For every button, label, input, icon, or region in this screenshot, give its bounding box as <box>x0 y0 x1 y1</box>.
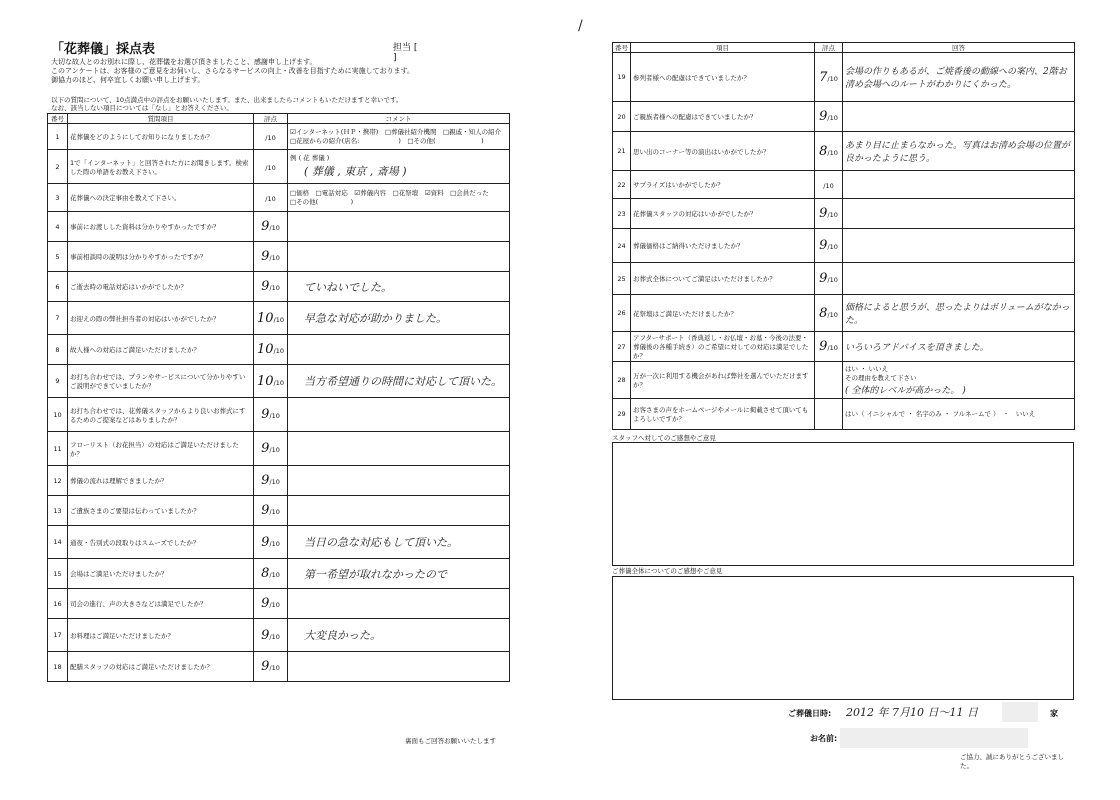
score-denominator: /10 <box>269 508 280 516</box>
question-text: 葬儀価格はご納得いただけましたか？ <box>631 229 815 263</box>
family-suffix: 家 <box>1050 709 1058 718</box>
score-value: 9 <box>261 249 270 264</box>
question-text: 1で「インターネット」と回答された方にお聞きします。検索した際の単語をお教え下さい。 <box>68 150 254 184</box>
score-cell[interactable] <box>254 432 288 466</box>
score-value: 9 <box>261 407 270 422</box>
question-text: 配膳スタッフの対応はご満足いただけましたか？ <box>68 652 254 682</box>
comment-cell[interactable] <box>288 496 510 526</box>
handwritten-comment: ていねいでした。 <box>304 280 392 294</box>
score-value: 9 <box>261 441 270 456</box>
question-text: 事前にお渡しした資料は分かりやすかったですか？ <box>68 212 254 242</box>
table-row <box>613 399 1075 430</box>
comment-cell[interactable] <box>288 365 510 398</box>
question-text: お料理はご満足いただけましたか？ <box>68 619 254 652</box>
score-denominator: /10 <box>827 344 838 352</box>
question-number: 27 <box>613 332 631 362</box>
table-row <box>48 212 510 242</box>
question-text: 事前相談時の説明は分かりやすかったですか？ <box>68 242 254 272</box>
overall-feedback-label: ご葬儀全体についてのご感想やご意見 <box>612 567 723 575</box>
table-row <box>48 652 510 682</box>
score-denominator: /10 <box>273 315 284 324</box>
score-value: 8 <box>819 143 828 159</box>
comment-cell[interactable] <box>843 132 1075 171</box>
instruction-line: 以下の質問について、10点満点中の評点をお願いいたします。また、出来ましたらコメントもいただけますと幸いです。 <box>51 96 403 104</box>
comment-cell[interactable] <box>288 302 510 335</box>
score-cell[interactable] <box>254 335 288 365</box>
question-number: 6 <box>48 272 68 302</box>
comment-cell[interactable] <box>843 362 1075 399</box>
handwritten-comment: ( 全体的レベルが高かった。 ) <box>845 385 966 396</box>
intro-line: このアンケートは、お客様のご意見をお伺いし、さらなるサービスの向上・改善を目指すために実施しております。 <box>51 67 415 75</box>
score-cell[interactable] <box>254 242 288 272</box>
score-cell[interactable] <box>815 132 843 171</box>
comment-cell[interactable] <box>288 335 510 365</box>
score-value: 9 <box>261 219 270 234</box>
question-number: 24 <box>613 229 631 263</box>
comment-cell[interactable] <box>843 53 1075 102</box>
question-text: 花葬儀への決定事由を教えて下さい。 <box>68 184 254 212</box>
question-text: お葬式全体についてご満足はいただけましたか？ <box>631 263 815 295</box>
score-cell[interactable] <box>815 199 843 229</box>
score-cell[interactable] <box>815 399 843 430</box>
form-title: 「花葬儀」採点表 <box>51 42 156 57</box>
question-number: 18 <box>48 652 68 682</box>
question-number: 17 <box>48 619 68 652</box>
score-denominator: /10 <box>269 254 280 262</box>
score-denominator: /10 <box>273 378 284 387</box>
score-value: 9 <box>261 596 270 611</box>
score-value: 9 <box>819 109 828 124</box>
comment-cell[interactable] <box>288 466 510 496</box>
score-denominator: /10 <box>827 310 838 319</box>
score-denominator: /10 <box>827 243 838 251</box>
option-line: 例 ( 花 葬儀 ) <box>290 154 330 162</box>
choice-line: はい ・ いいえ <box>845 364 889 373</box>
staff-feedback-box[interactable] <box>612 442 1074 566</box>
question-text: ご逝去時の電話対応はいかがでしたか？ <box>68 272 254 302</box>
instruction-line: なお、該当しない項目については「なし」とお答えください。 <box>51 104 233 112</box>
question-number: 25 <box>613 263 631 295</box>
staff-label: 担当 [ <box>393 43 418 53</box>
comment-cell[interactable] <box>843 263 1075 295</box>
score-value: 9 <box>819 271 828 286</box>
score-value: 9 <box>261 534 270 550</box>
score-cell[interactable] <box>254 398 288 432</box>
score-cell[interactable] <box>254 365 288 398</box>
handwritten-comment: 当日の急な対応もして頂いた。 <box>304 536 458 549</box>
question-number: 15 <box>48 559 68 589</box>
redacted-family-name <box>1002 702 1038 722</box>
score-value: 9 <box>261 659 270 674</box>
option-line: ☑インターネット(ＨＰ・携帯) □葬儀社紹介機関 □親戚・知人の紹介 <box>290 127 502 136</box>
question-text: ご親族者様への配慮はできていましたか？ <box>631 102 815 132</box>
score-cell[interactable] <box>254 559 288 589</box>
question-text: 通夜・告別式の段取りはスムーズでしたか？ <box>68 526 254 559</box>
comment-cell[interactable] <box>843 199 1075 229</box>
question-text: フローリスト（お花担当）の対応はご満足いただけましたか？ <box>68 432 254 466</box>
question-text: 参列者様への配慮はできていましたか？ <box>631 53 815 102</box>
header-item: 項目 <box>631 43 815 53</box>
question-number: 21 <box>613 132 631 171</box>
comment-cell[interactable] <box>288 212 510 242</box>
table-row <box>48 619 510 652</box>
reason-prompt: その理由を教えて下さい <box>845 373 917 382</box>
question-number: 20 <box>613 102 631 132</box>
question-number: 2 <box>48 150 68 184</box>
question-number: 22 <box>613 171 631 199</box>
score-denominator: /10 <box>265 164 276 172</box>
header-num: 番号 <box>613 43 631 53</box>
score-denominator: /10 <box>269 478 280 486</box>
score-cell[interactable] <box>815 102 843 132</box>
score-denominator: /10 <box>273 347 284 355</box>
score-denominator: /10 <box>823 182 834 190</box>
table-row <box>613 229 1075 263</box>
score-denominator: /10 <box>269 539 280 548</box>
question-number: 13 <box>48 496 68 526</box>
redacted-name <box>840 728 1028 748</box>
score-cell[interactable] <box>815 332 843 362</box>
comment-cell[interactable] <box>288 150 510 184</box>
score-cell[interactable] <box>254 496 288 526</box>
comment-cell[interactable] <box>288 272 510 302</box>
table-row <box>613 102 1075 132</box>
option-line: □花屋からの紹介(店名: ) □その他( ) <box>290 136 484 145</box>
table-row <box>613 295 1075 332</box>
score-cell[interactable] <box>815 362 843 399</box>
overall-feedback-box[interactable] <box>612 576 1074 700</box>
handwritten-comment: いろいろアドバイスを頂きました。 <box>845 343 989 353</box>
option-line: □その他( ) <box>290 197 354 206</box>
comment-cell[interactable] <box>843 229 1075 263</box>
question-text: 会場はご満足いただけましたか？ <box>68 559 254 589</box>
table-row <box>613 332 1075 362</box>
table-row <box>48 496 510 526</box>
question-text: ご遺族さまのご要望は伝わっていましたか？ <box>68 496 254 526</box>
question-number: 4 <box>48 212 68 242</box>
table-row <box>48 302 510 335</box>
score-value: 7 <box>819 69 828 85</box>
question-text: お客さまの声をホームページやメールに掲載させて頂いてもよろしいですか？ <box>631 399 815 430</box>
staff-close: ] <box>393 53 397 63</box>
comment-cell[interactable] <box>288 432 510 466</box>
score-denominator: /10 <box>827 276 838 284</box>
handwritten-comment: 早急な対応が助かりました。 <box>304 312 447 325</box>
staff-feedback-label: スタッフへ対してのご感想やご意見 <box>612 434 716 442</box>
table-row <box>48 242 510 272</box>
date-label: ご葬儀日時: <box>788 709 832 718</box>
score-cell[interactable] <box>254 589 288 619</box>
handwritten-comment: 価格によると思うが、思ったよりはボリュームがなかった。 <box>845 303 1070 326</box>
table-row <box>613 53 1075 102</box>
option-line: □価格 □電話対応 ☑葬儀内容 □花祭壇 ☑資料 □会員だった <box>290 188 489 197</box>
score-cell[interactable] <box>254 150 288 184</box>
score-cell[interactable] <box>815 171 843 199</box>
score-cell[interactable] <box>254 124 288 150</box>
handwritten-comment: あまり目に止まらなかった。写真はお清め会場の位置が良かったように思う。 <box>845 141 1071 164</box>
footer-note: 裏面もご回答お願いいたします <box>405 737 496 745</box>
score-cell[interactable] <box>254 302 288 335</box>
header-comment: コメント <box>288 114 510 124</box>
pen-mark: / <box>578 18 583 34</box>
question-number: 12 <box>48 466 68 496</box>
consent-options: はい（ イニシャルで ・ 名字のみ ・ フルネームで ） ・ いいえ <box>845 409 1036 418</box>
score-denominator: /10 <box>827 74 838 83</box>
comment-cell[interactable] <box>288 184 510 212</box>
comment-cell[interactable] <box>288 559 510 589</box>
comment-cell[interactable] <box>843 332 1075 362</box>
table-row <box>48 589 510 619</box>
header-score: 評点 <box>254 114 288 124</box>
thanks-note: ご協力、誠にありがとうございました。 <box>960 753 1064 770</box>
score-cell[interactable] <box>254 619 288 652</box>
score-denominator: /10 <box>269 412 280 420</box>
table-row <box>613 199 1075 229</box>
question-number: 9 <box>48 365 68 398</box>
table-row <box>48 398 510 432</box>
score-value: 9 <box>261 473 270 488</box>
score-denominator: /10 <box>269 446 280 454</box>
question-number: 3 <box>48 184 68 212</box>
score-denominator: /10 <box>827 114 838 122</box>
score-cell[interactable] <box>815 263 843 295</box>
score-cell[interactable] <box>815 229 843 263</box>
comment-cell[interactable] <box>288 124 510 150</box>
score-value: 9 <box>261 503 270 518</box>
question-text: 万が一次に利用する機会があれば弊社を選んでいただけますか？ <box>631 362 815 399</box>
table-row <box>48 150 510 184</box>
question-number: 19 <box>613 53 631 102</box>
score-cell[interactable] <box>254 652 288 682</box>
score-value: 8 <box>819 305 828 321</box>
handwritten-comment: 大変良かった。 <box>304 629 381 642</box>
question-text: 思い出のコーナー等の演出はいかがでしたか？ <box>631 132 815 171</box>
table-row <box>48 559 510 589</box>
right-question-table <box>612 42 1075 430</box>
handwritten-comment: 当方希望通りの時間に対応して頂いた。 <box>304 375 502 388</box>
score-cell[interactable] <box>815 53 843 102</box>
question-text: サプライズはいかがでしたか？ <box>631 171 815 199</box>
score-value: 10 <box>256 310 274 326</box>
handwritten-comment: ( 葬儀 , 東京 , 斎場 ) <box>304 165 407 178</box>
intro-line: 御協力のほど、何卒宜しくお願い申し上げます。 <box>51 76 205 84</box>
comment-cell[interactable] <box>288 652 510 682</box>
header-num: 番号 <box>48 114 68 124</box>
table-row <box>613 362 1075 399</box>
table-row <box>48 184 510 212</box>
score-denominator: /10 <box>269 664 280 672</box>
comment-cell[interactable] <box>288 526 510 559</box>
left-question-table <box>47 113 510 682</box>
comment-cell[interactable] <box>843 171 1075 199</box>
question-number: 23 <box>613 199 631 229</box>
question-text: 故人様への対応はご満足いただけましたか？ <box>68 335 254 365</box>
score-value: 9 <box>261 279 270 294</box>
table-row <box>48 124 510 150</box>
score-cell[interactable] <box>815 295 843 332</box>
table-row <box>613 263 1075 295</box>
intro-text <box>51 58 511 85</box>
score-denominator: /10 <box>827 148 838 157</box>
table-row <box>48 466 510 496</box>
score-cell[interactable] <box>254 272 288 302</box>
question-text: お打ち合わせでは、プランやサービスについて分かりやすいご説明ができていましたか？ <box>68 365 254 398</box>
name-label: お名前: <box>810 734 838 743</box>
question-number: 14 <box>48 526 68 559</box>
table-row <box>48 335 510 365</box>
question-number: 16 <box>48 589 68 619</box>
question-text: 司会の進行、声の大きさなどは満足でしたか？ <box>68 589 254 619</box>
comment-cell[interactable] <box>288 589 510 619</box>
question-number: 29 <box>613 399 631 430</box>
score-denominator: /10 <box>265 134 276 142</box>
score-denominator: /10 <box>269 571 280 579</box>
header-item: 質問項目 <box>68 114 254 124</box>
question-number: 5 <box>48 242 68 272</box>
question-number: 1 <box>48 124 68 150</box>
question-text: アフターサポート（香典返し・お仏壇・お墓・今後の法要・葬儀後の各種手続き）のご希望に対しての対応は満足でしたか？ <box>631 332 815 362</box>
question-text: 花祭壇はご満足いただけましたか？ <box>631 295 815 332</box>
comment-cell[interactable] <box>843 295 1075 332</box>
table-row <box>48 272 510 302</box>
table-row <box>613 171 1075 199</box>
comment-cell[interactable] <box>288 619 510 652</box>
question-number: 8 <box>48 335 68 365</box>
score-cell[interactable] <box>254 212 288 242</box>
score-denominator: /10 <box>269 224 280 232</box>
question-number: 11 <box>48 432 68 466</box>
score-denominator: /10 <box>269 632 280 641</box>
question-text: 花葬儀スタッフの対応はいかがでしたか？ <box>631 199 815 229</box>
score-value: 10 <box>256 373 274 389</box>
instruction-text <box>51 96 511 112</box>
intro-line: 大切な故人とのお別れに際し、花葬儀をお選び頂きましたこと、感謝申し上げます。 <box>51 58 317 66</box>
score-cell[interactable] <box>254 526 288 559</box>
score-cell[interactable] <box>254 184 288 212</box>
comment-cell[interactable] <box>288 242 510 272</box>
score-denominator: /10 <box>265 195 276 203</box>
question-text: 葬儀の流れは理解できましたか？ <box>68 466 254 496</box>
date-value: 2012 年 7月10 日～11 日 <box>846 706 978 719</box>
header-score: 評点 <box>815 43 843 53</box>
score-value: 9 <box>819 206 828 221</box>
score-cell[interactable] <box>254 466 288 496</box>
score-denominator: /10 <box>827 211 838 219</box>
question-text: お打ち合わせでは、花葬儀スタッフからより良いお葬式にするためのご提案などはありましたか？ <box>68 398 254 432</box>
question-number: 28 <box>613 362 631 399</box>
handwritten-comment: 第一希望が取れなかったので <box>304 567 447 581</box>
header-comment: 回答 <box>843 43 1075 53</box>
score-denominator: /10 <box>269 284 280 292</box>
score-denominator: /10 <box>269 601 280 609</box>
table-row <box>48 365 510 398</box>
comment-cell[interactable] <box>843 399 1075 430</box>
question-number: 26 <box>613 295 631 332</box>
score-value: 8 <box>261 566 270 581</box>
table-row <box>48 432 510 466</box>
question-text: お迎えの際の弊社担当者の対応はいかがでしたか？ <box>68 302 254 335</box>
table-row <box>48 526 510 559</box>
score-value: 9 <box>819 339 828 354</box>
question-number: 10 <box>48 398 68 432</box>
score-value: 9 <box>261 627 270 643</box>
score-value: 10 <box>256 342 274 357</box>
handwritten-comment: 会場の作りもあるが、ご焼香後の動線への案内、2階お清め会場へのルートがわかりにくかった。 <box>845 67 1067 90</box>
comment-cell[interactable] <box>843 102 1075 132</box>
comment-cell[interactable] <box>288 398 510 432</box>
question-number: 7 <box>48 302 68 335</box>
table-row <box>613 132 1075 171</box>
question-text: 花葬儀をどのようにしてお知りになりましたか？ <box>68 124 254 150</box>
score-value: 9 <box>819 238 828 253</box>
